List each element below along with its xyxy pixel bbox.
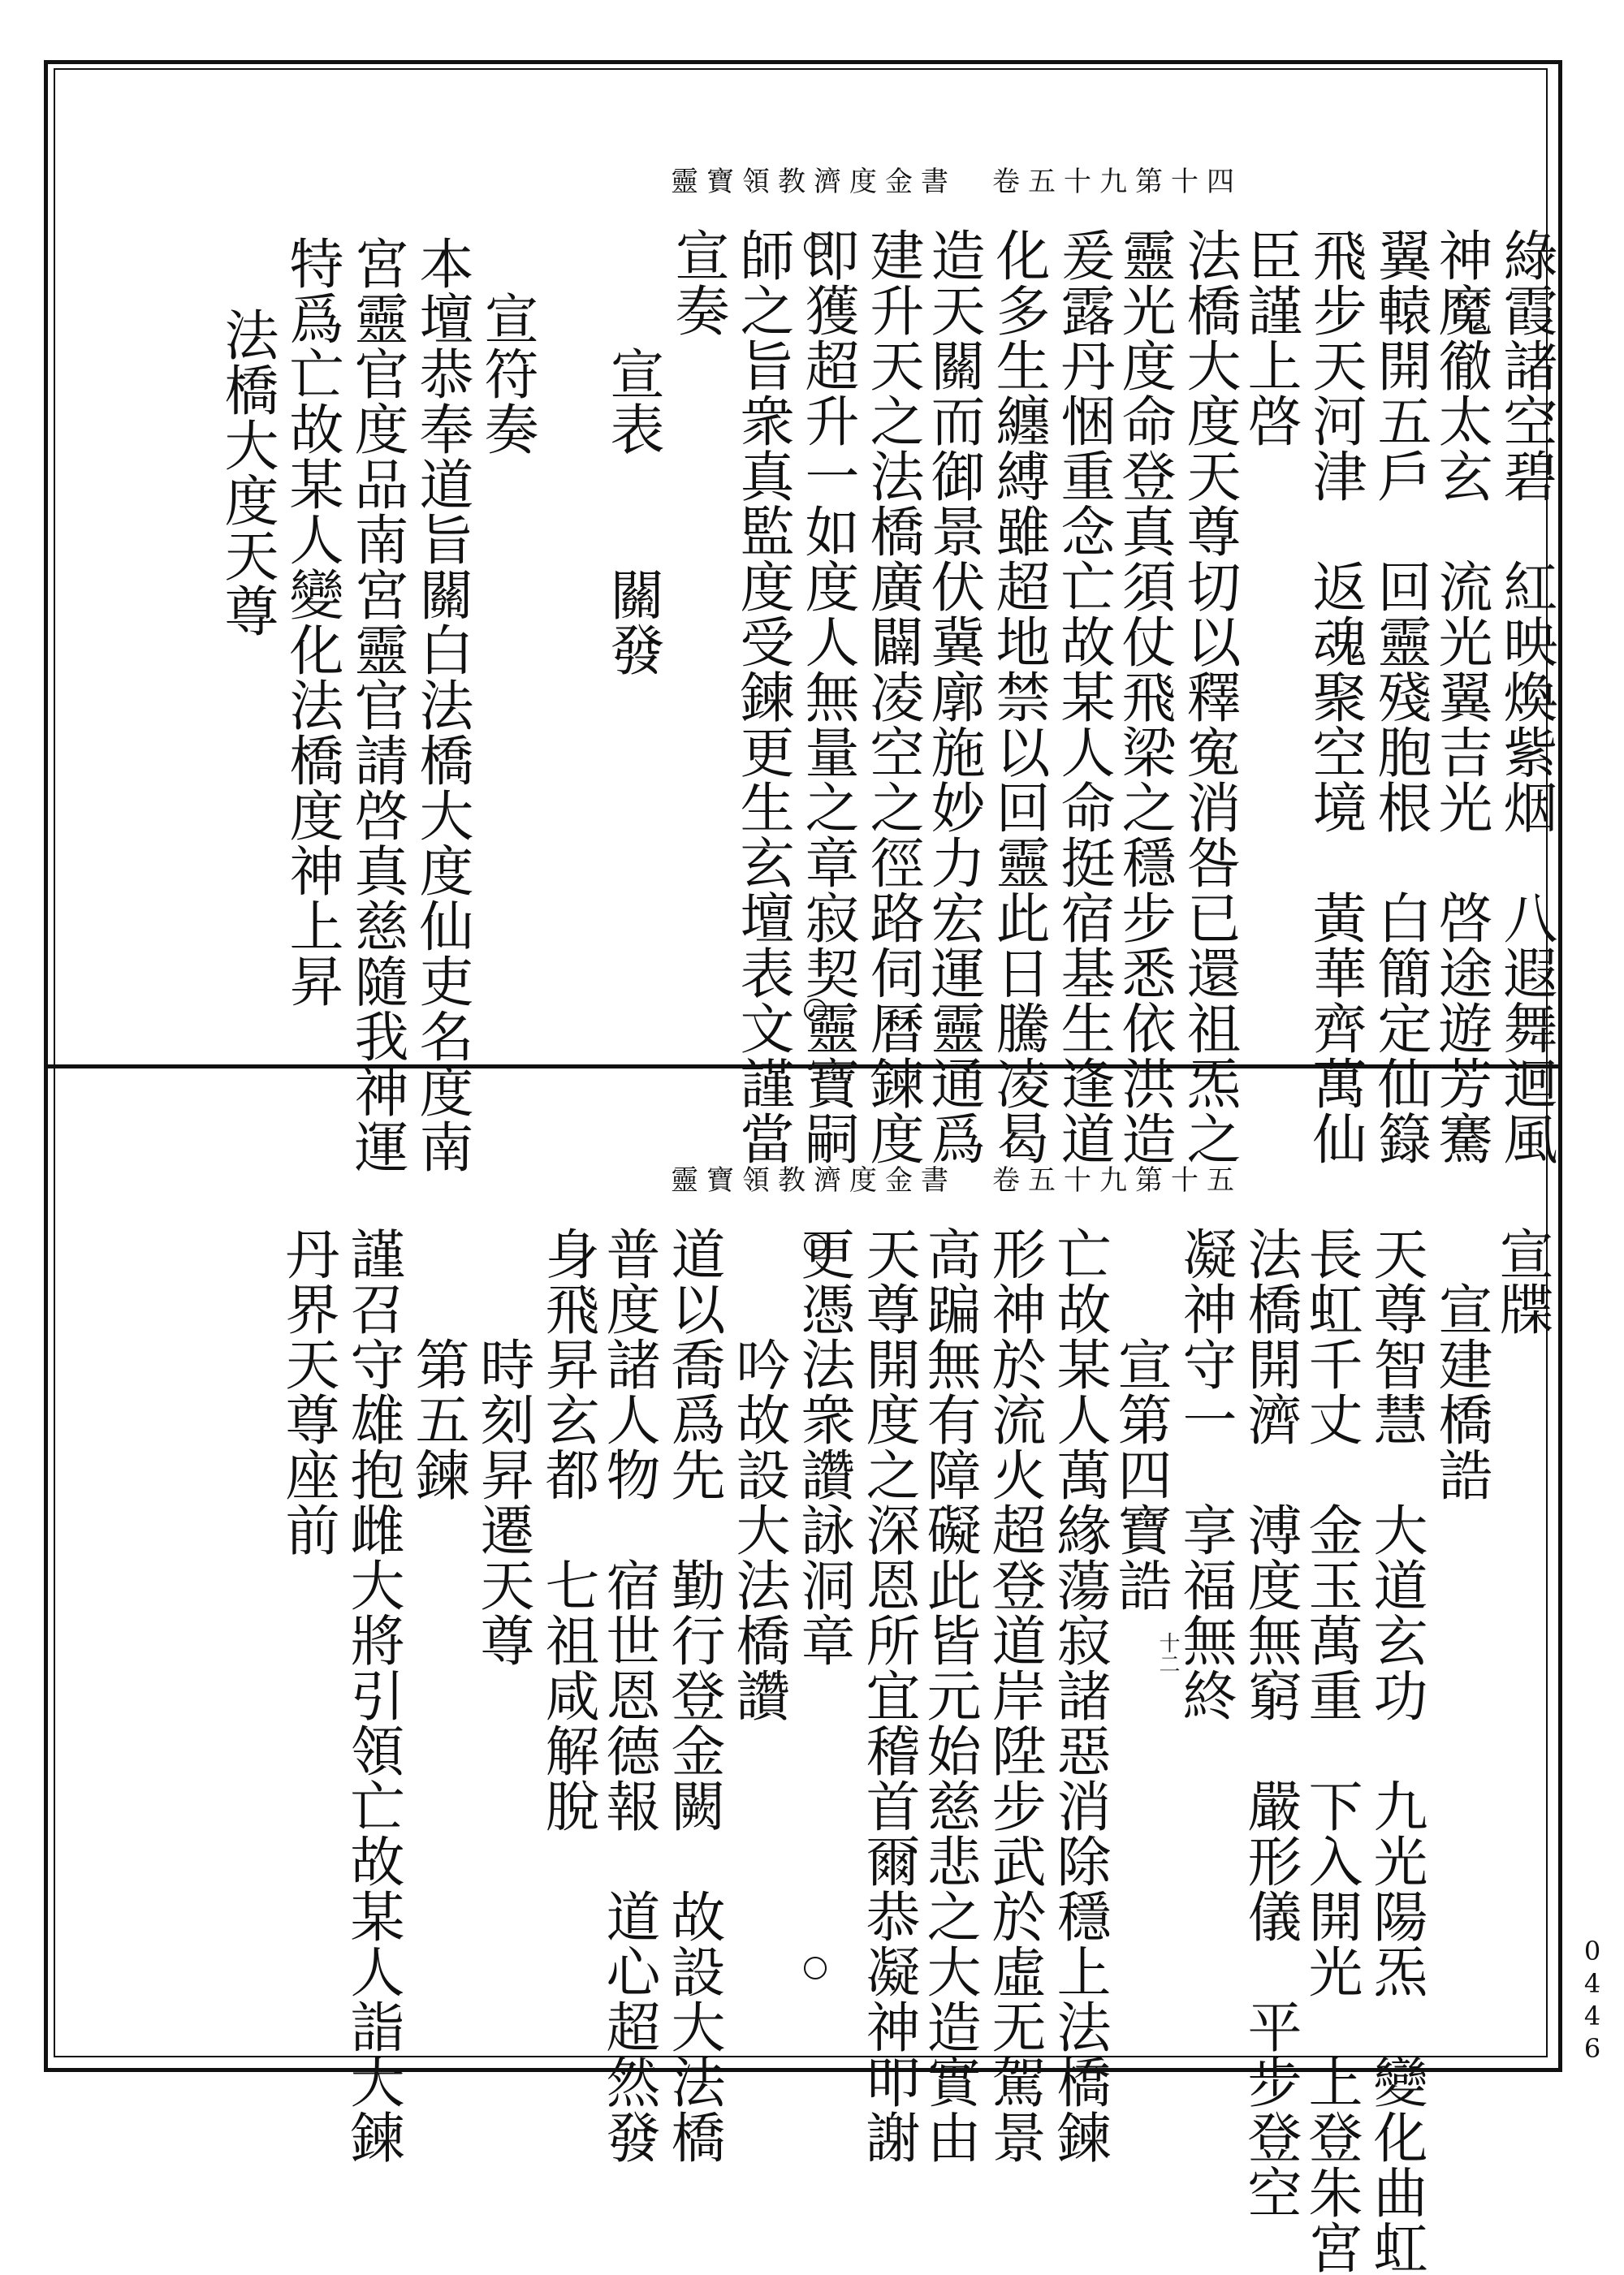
text-column: 凝神守一 享福無終 xyxy=(1174,1226,1237,1723)
text-column: 特爲亡故某人變化法橋度神上昇 xyxy=(281,235,344,1008)
text-column: 高蹁無有障礙此皆元始慈悲之大造實由 xyxy=(918,1226,982,2165)
text-column: 建升天之法橋廣闢凌空之徑路伺曆鍊度 xyxy=(862,227,925,1166)
top-page-header: 靈寶領教濟度金書 卷五十九第十四 xyxy=(671,166,1242,198)
text-column: 宣符奏 xyxy=(476,235,539,456)
text-column: 宣牒 xyxy=(1491,1226,1554,1336)
text-column: 宣建橋誥 xyxy=(1430,1226,1493,1502)
text-column: 爰露丹悃重念亡故某人命挺宿基生逢道 xyxy=(1052,227,1116,1166)
text-column: 第五鍊 xyxy=(407,1226,470,1502)
text-column: 法橋開濟 溥度無窮 嚴形儀 平步登空 xyxy=(1239,1226,1302,2220)
text-column: 普度諸人物 宿世恩德報 道心超然發 xyxy=(598,1226,661,2165)
text-column: 宮靈官度品南宮靈官請啓真慈隨我神運 xyxy=(346,235,409,1174)
side-page-number: 0446 xyxy=(1577,1936,1608,2066)
text-column: 道以喬爲先 勤行登金闕 故設大法橋 xyxy=(663,1226,726,2165)
text-column: 宣第四寶誥 xyxy=(1109,1226,1173,1612)
text-column: 翼轅開五戶 回靈殘胞根 白簡定仙籙 xyxy=(1369,227,1432,1166)
bottom-page xyxy=(57,1072,1554,2275)
text-column: 神魔徹太玄 流光翼吉光 啓途遊芳騫 xyxy=(1430,227,1493,1166)
text-column: 丹界天尊座前 xyxy=(277,1226,340,1557)
text-column: 師之旨衆真監度受鍊更生玄壇表文謹當 xyxy=(732,227,795,1166)
text-column: 綠霞諸空碧 紅映煥紫烟 八遐舞迴風 xyxy=(1495,227,1558,1166)
text-column: 本壇恭奉道旨關白法橋大度仙吏名度南 xyxy=(411,235,474,1174)
text-column: 更憑法衆讚詠洞章 xyxy=(793,1226,856,1668)
text-column: 法橋大度天尊 xyxy=(216,252,279,638)
text-column: 飛步天河津 返魂聚空境 黃華齊萬仙 xyxy=(1304,227,1367,1166)
text-column: 長虹千丈 金玉萬重 下入開光 上登朱宮 xyxy=(1300,1226,1363,2275)
text-column: 時刻昇遷天尊 xyxy=(472,1226,535,1668)
text-column: 身飛昇玄都 七祖咸解脫 xyxy=(537,1226,600,1833)
text-column: 形神於流火超登道岸陞步武於虛无駕景 xyxy=(983,1226,1047,2165)
page-mark: 十二 xyxy=(1155,1632,1180,1674)
text-column: 法橋大度天尊切以釋寃消咎已還祖炁之 xyxy=(1178,227,1242,1166)
text-column: 即獲超升一如度人無量之章寂契靈寶嗣 xyxy=(797,227,860,1166)
text-column: 宣表 關發 xyxy=(602,235,665,677)
text-column: 天尊智慧 大道玄功 九光陽炁 變化曲虹 xyxy=(1365,1226,1428,2275)
text-column: 謹召守雄抱雌大將引領亡故某人詣大鍊 xyxy=(342,1226,405,2165)
text-column: 天尊開度之深恩所宜稽首爾恭凝神叩謝 xyxy=(857,1226,921,2165)
text-column: 臣謹上啓 xyxy=(1239,227,1302,448)
text-column: 造天關而御景伏冀廓施妙力宏運靈通爲 xyxy=(922,227,986,1166)
binding-hole-icon xyxy=(804,1957,827,1979)
text-column: 靈光度命登真須仗飛梁之穩步悉依洪造 xyxy=(1113,227,1177,1166)
text-column: 宣奏 xyxy=(667,227,730,338)
text-column: 亡故某人萬緣蕩寂諸惡消除穩上法橋鍊 xyxy=(1048,1226,1112,2165)
text-column: 化多生纏縛雖超地禁以回靈此日騰凌曷 xyxy=(987,227,1051,1166)
text-column: 吟故設大法橋讚 xyxy=(728,1226,791,1723)
top-page xyxy=(57,73,1558,1174)
bottom-page-header: 靈寶領教濟度金書 卷五十九第十五 xyxy=(671,1164,1242,1197)
